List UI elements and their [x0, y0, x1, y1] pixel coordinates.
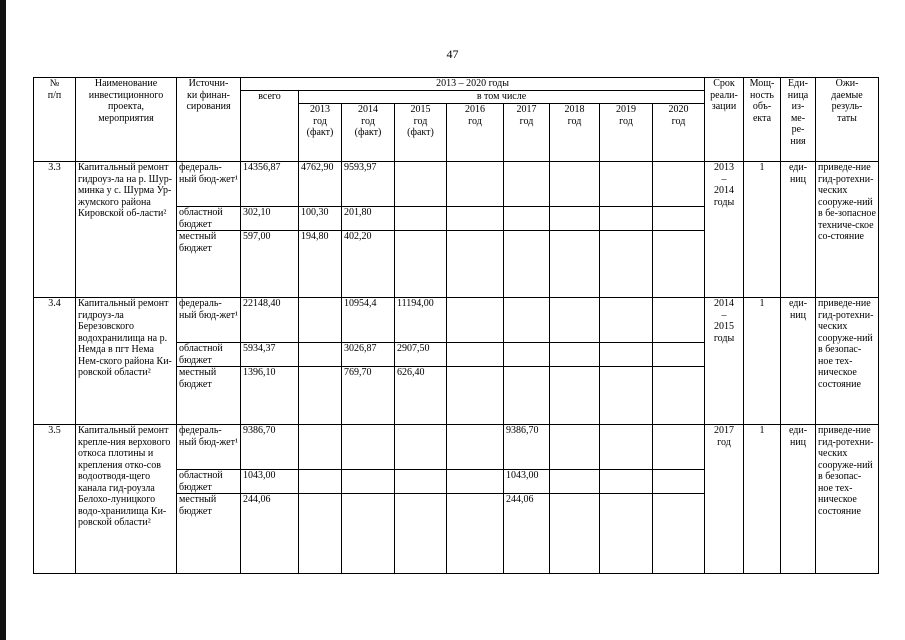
amount-y2018: [550, 343, 600, 367]
project-result: приведе-ние гид-ротехни-ческих сооруже-ний в безопас-ное тех-ническое состояние: [816, 425, 879, 574]
amount-y2017: 9386,70: [504, 425, 550, 470]
amount-y2019: [600, 494, 653, 574]
header-capacity: Мощ- ность объ- екта: [744, 78, 781, 162]
amount-y2016: [447, 343, 504, 367]
amount-y2017: 244,06: [504, 494, 550, 574]
funding-source: областной бюджет: [177, 343, 241, 367]
project-term: 2017 год: [705, 425, 744, 574]
table-body: [34, 162, 879, 574]
amount-y2017: [504, 343, 550, 367]
amount-y2020: [653, 425, 705, 470]
amount-y2014: 769,70: [342, 367, 395, 425]
project-name: Капитальный ремонт гидроуз-ла Березовского водохранилища на р. Немда в пгт Нема Нем-ского района Ки-ровской области²: [76, 298, 177, 425]
amount-y2020: [653, 494, 705, 574]
amount-y2019: [600, 162, 653, 207]
project-capacity: 1: [744, 298, 781, 425]
amount-y2016: [447, 162, 504, 207]
amount-y2014: [342, 494, 395, 574]
project-num: 3.4: [34, 298, 76, 425]
amount-y2018: [550, 298, 600, 343]
amount-y2018: [550, 207, 600, 231]
project-result: приведе-ние гид-ротехни-ческих сооруже-ний в бе-зопасное техниче-ское со-стояние: [816, 162, 879, 298]
amount-y2020: [653, 343, 705, 367]
header-year: 2013 год (факт): [299, 104, 342, 162]
amount-total: 597,00: [241, 231, 299, 298]
amount-y2015: [395, 162, 447, 207]
amount-y2020: [653, 231, 705, 298]
amount-total: 1396,10: [241, 367, 299, 425]
amount-y2018: [550, 231, 600, 298]
amount-y2017: [504, 298, 550, 343]
header-year: 2019 год: [600, 104, 653, 162]
header-year: 2016 год: [447, 104, 504, 162]
amount-total: 1043,00: [241, 470, 299, 494]
amount-y2014: 9593,97: [342, 162, 395, 207]
amount-y2015: 11194,00: [395, 298, 447, 343]
amount-y2016: [447, 494, 504, 574]
funding-source: местный бюджет: [177, 367, 241, 425]
amount-y2019: [600, 343, 653, 367]
amount-y2014: 10954,4: [342, 298, 395, 343]
amount-y2019: [600, 298, 653, 343]
amount-y2014: 3026,87: [342, 343, 395, 367]
amount-y2019: [600, 367, 653, 425]
amount-y2013: 194,80: [299, 231, 342, 298]
amount-y2017: 1043,00: [504, 470, 550, 494]
project-result: приведе-ние гид-ротехни-ческих сооруже-ний в безопас-ное тех-ническое состояние: [816, 298, 879, 425]
header-name: Наименование инвестиционного проекта, мероприятия: [76, 78, 177, 162]
amount-y2014: 201,80: [342, 207, 395, 231]
header-unit: Еди- ница из- ме- ре- ния: [781, 78, 816, 162]
amount-y2013: [299, 298, 342, 343]
amount-y2017: [504, 231, 550, 298]
amount-y2018: [550, 162, 600, 207]
header-year: 2014 год (факт): [342, 104, 395, 162]
amount-y2015: [395, 231, 447, 298]
table-row: [34, 425, 879, 470]
page-number: 47: [446, 47, 459, 61]
project-unit: еди- ниц: [781, 298, 816, 425]
amount-y2020: [653, 207, 705, 231]
project-num: 3.3: [34, 162, 76, 298]
table-row: [34, 162, 879, 207]
header-total: всего: [241, 91, 299, 162]
amount-y2013: [299, 425, 342, 470]
amount-y2017: [504, 162, 550, 207]
amount-y2015: [395, 207, 447, 231]
amount-y2020: [653, 162, 705, 207]
amount-total: 14356,87: [241, 162, 299, 207]
amount-y2013: 100,30: [299, 207, 342, 231]
amount-y2013: [299, 343, 342, 367]
amount-y2016: [447, 298, 504, 343]
project-name: Капитальный ремонт крепле-ния верхового откоса плотины и крепления отко-сов водоотводя-щего канала гид-роузла Белохо-луницкого водо-хранилища Ки-ровской области²: [76, 425, 177, 574]
amount-y2017: [504, 367, 550, 425]
amount-y2018: [550, 494, 600, 574]
header-incl: в том числе: [299, 91, 705, 104]
funding-source: областной бюджет: [177, 470, 241, 494]
header-period: 2013 – 2020 годы: [241, 78, 705, 91]
amount-total: 22148,40: [241, 298, 299, 343]
project-num: 3.5: [34, 425, 76, 574]
funding-source: федераль-ный бюд-жет¹: [177, 298, 241, 343]
amount-y2016: [447, 425, 504, 470]
amount-y2019: [600, 207, 653, 231]
amount-y2016: [447, 231, 504, 298]
amount-y2014: 402,20: [342, 231, 395, 298]
header-year: 2018 год: [550, 104, 600, 162]
amount-y2020: [653, 470, 705, 494]
amount-y2019: [600, 425, 653, 470]
amount-y2014: [342, 470, 395, 494]
investment-table: [33, 77, 879, 574]
amount-y2013: [299, 367, 342, 425]
scan-edge: [0, 0, 6, 640]
amount-y2020: [653, 367, 705, 425]
project-capacity: 1: [744, 425, 781, 574]
table-header: [34, 78, 879, 162]
funding-source: областной бюджет: [177, 207, 241, 231]
project-name: Капитальный ремонт гидроуз-ла на р. Шур-минка у с. Шурма Ур-жумского района Кировской об-ласти²: [76, 162, 177, 298]
amount-y2013: [299, 470, 342, 494]
amount-total: 302,10: [241, 207, 299, 231]
header-num: № п/п: [34, 78, 76, 162]
amount-y2013: [299, 494, 342, 574]
amount-y2016: [447, 367, 504, 425]
amount-y2014: [342, 425, 395, 470]
amount-y2018: [550, 470, 600, 494]
amount-y2015: [395, 425, 447, 470]
amount-y2015: [395, 470, 447, 494]
header-term: Срок реали- зации: [705, 78, 744, 162]
amount-y2018: [550, 367, 600, 425]
amount-y2017: [504, 207, 550, 231]
amount-y2015: 626,40: [395, 367, 447, 425]
project-unit: еди- ниц: [781, 425, 816, 574]
project-term: 2013 – 2014 годы: [705, 162, 744, 298]
amount-y2019: [600, 231, 653, 298]
table-row: [34, 298, 879, 343]
header-year: 2017 год: [504, 104, 550, 162]
amount-y2015: [395, 494, 447, 574]
funding-source: местный бюджет: [177, 231, 241, 298]
amount-y2013: 4762,90: [299, 162, 342, 207]
amount-y2020: [653, 298, 705, 343]
project-capacity: 1: [744, 162, 781, 298]
header-source: Источни- ки финан- сирования: [177, 78, 241, 162]
funding-source: федераль-ный бюд-жет¹: [177, 162, 241, 207]
amount-y2015: 2907,50: [395, 343, 447, 367]
funding-source: местный бюджет: [177, 494, 241, 574]
project-term: 2014 – 2015 годы: [705, 298, 744, 425]
funding-source: федераль-ный бюд-жет¹: [177, 425, 241, 470]
header-year: 2015 год (факт): [395, 104, 447, 162]
header-year: 2020 год: [653, 104, 705, 162]
amount-total: 9386,70: [241, 425, 299, 470]
amount-y2019: [600, 470, 653, 494]
amount-total: 5934,37: [241, 343, 299, 367]
header-result: Ожи- даемые резуль- таты: [816, 78, 879, 162]
amount-y2016: [447, 470, 504, 494]
amount-y2018: [550, 425, 600, 470]
project-unit: еди- ниц: [781, 162, 816, 298]
amount-y2016: [447, 207, 504, 231]
amount-total: 244,06: [241, 494, 299, 574]
